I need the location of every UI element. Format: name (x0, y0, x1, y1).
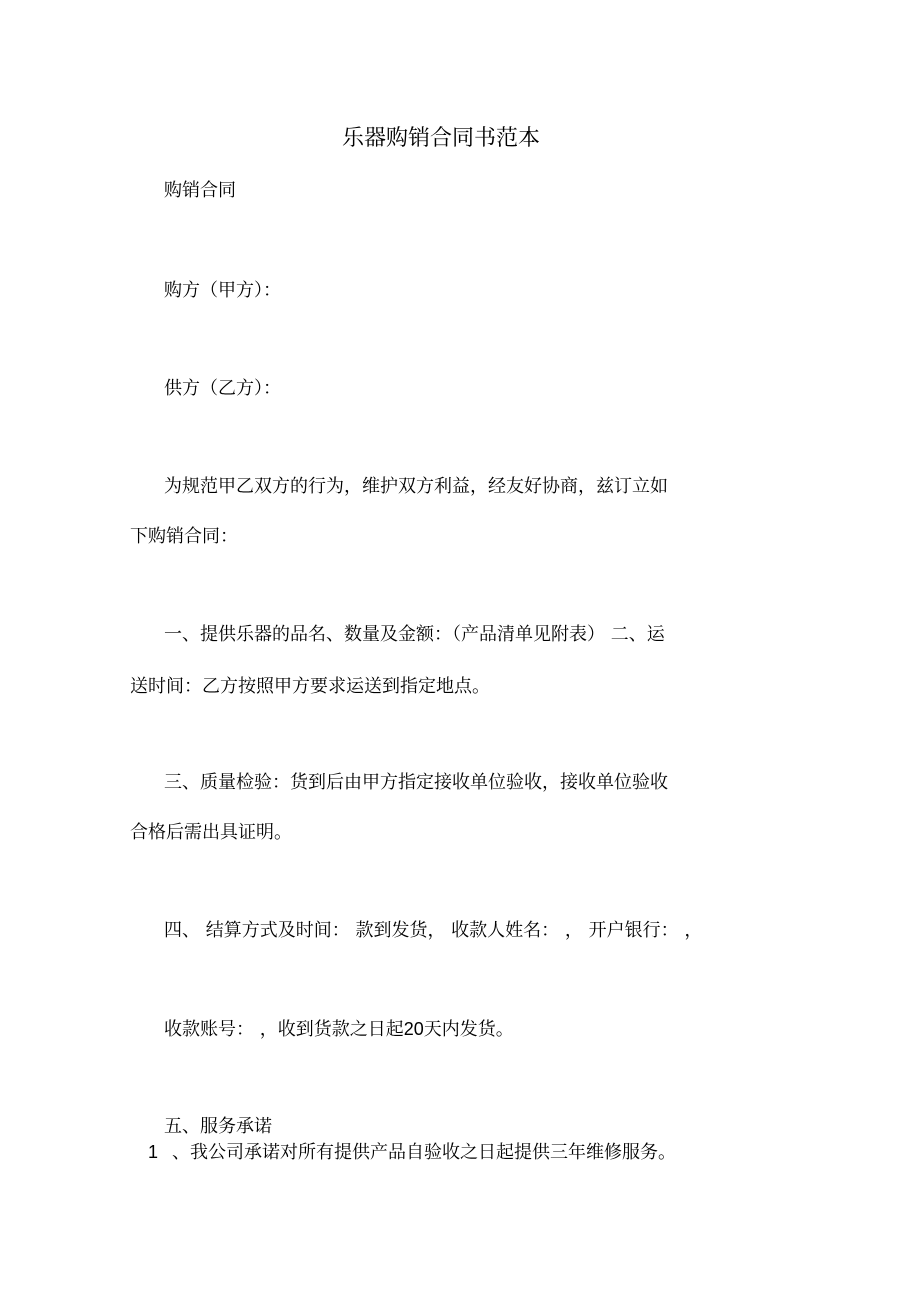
clause-4-line-1: 四、 结算方式及时间： 款到发货， 收款人姓名： ， 开户银行： ， (164, 920, 703, 941)
clause-1-line-2: 送时间：乙方按照甲方要求运送到指定地点。 (130, 676, 490, 697)
document-title: 乐器购销合同书范本 (342, 126, 541, 151)
clause-4-line-2-suffix: 天内发货。 (423, 1019, 514, 1040)
seller-label: 供方（乙方）： (164, 378, 281, 399)
clause-5-item-1 (148, 1141, 676, 1164)
clause-5-item-1-number: 1 (148, 1142, 159, 1162)
clause-4-line-2 (164, 1018, 514, 1041)
clause-3-line-1: 三、质量检验：货到后由甲方指定接收单位验收，接收单位验收 (164, 772, 668, 793)
clause-4-line-2-prefix: 收款账号： ，收到货款之日起 (164, 1019, 404, 1040)
document-subtitle: 购销合同 (164, 180, 236, 201)
intro-line-2: 下购销合同： (130, 526, 238, 547)
clause-1-line-1: 一、提供乐器的品名、数量及金额：（产品清单见附表） 二、运 (164, 624, 665, 645)
delivery-days: 20 (403, 1019, 424, 1039)
clause-3-line-2: 合格后需出具证明。 (130, 822, 292, 843)
intro-line-1: 为规范甲乙双方的行为，维护双方利益，经友好协商，兹订立如 (164, 476, 668, 497)
clause-5-item-1-text: 、我公司承诺对所有提供产品自验收之日起提供三年维修服务。 (172, 1142, 677, 1163)
clause-5-heading: 五、服务承诺 (164, 1116, 272, 1137)
buyer-label: 购方（甲方）： (164, 280, 281, 301)
